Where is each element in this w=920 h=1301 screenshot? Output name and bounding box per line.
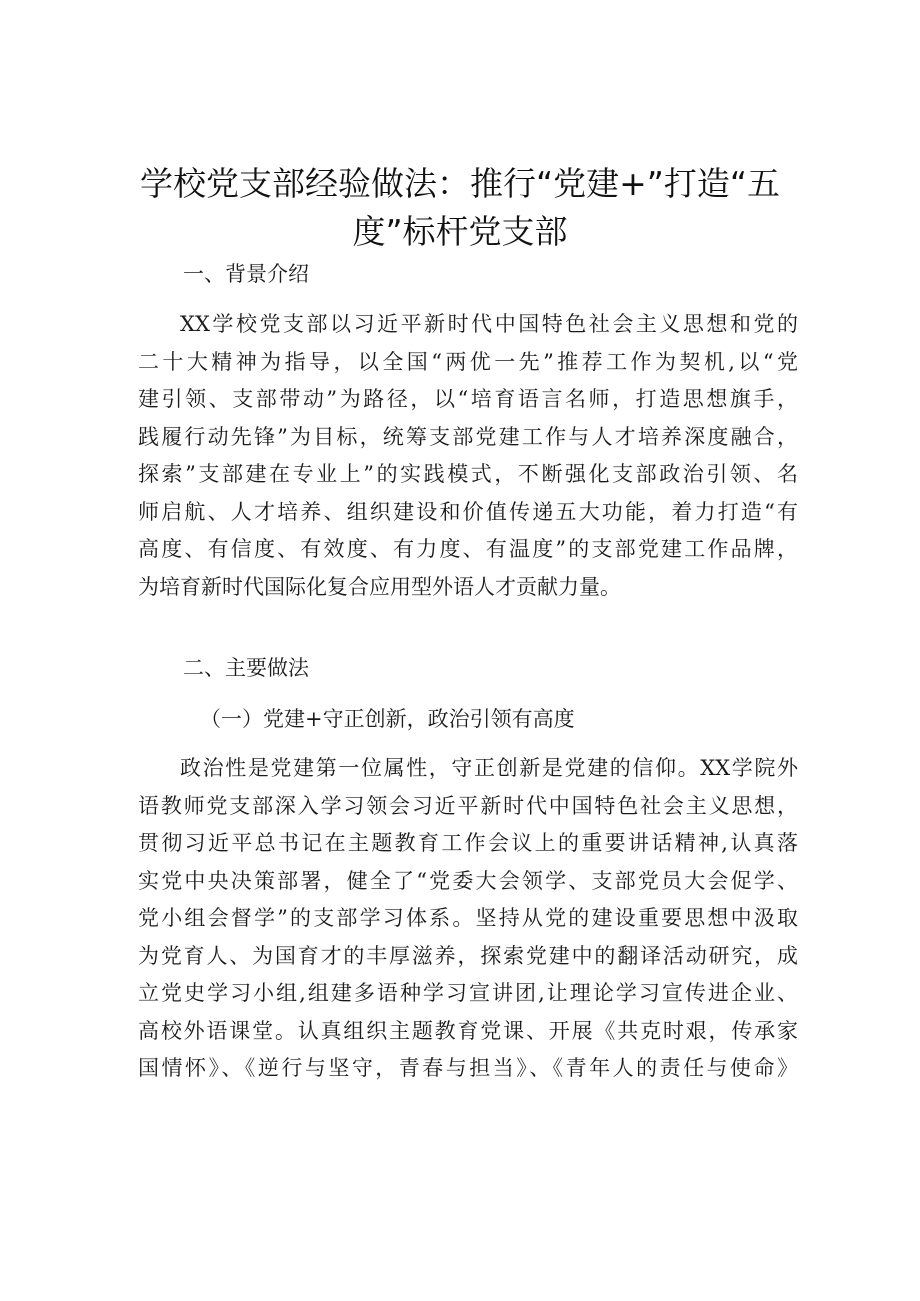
section-heading-main-practices: 二、主要做法 (183, 656, 309, 680)
paragraph-line: 政治性是党建第一位属性，守正创新是党建的信仰。XX学院外 (180, 756, 798, 780)
paragraph-line: 国情怀》、《逆行与坚守，青春与担当》、《青年人的责任与使命》 (138, 1056, 798, 1080)
title-line-2: 度”标杆党支部 (352, 212, 568, 251)
subsection-heading-political-leadership: （一）党建+守正创新，政治引领有高度 (200, 707, 575, 731)
paragraph-line: 高度、有信度、有效度、有力度、有温度”的支部党建工作品牌， (138, 537, 798, 561)
paragraph-line: 践履行动先锋”为目标，统筹支部党建工作与人才培养深度融合， (138, 424, 798, 449)
paragraph-line: 二十大精神为指导，以全国“两优一先”推荐工作为契机,以“党 (138, 349, 798, 374)
paragraph-line: 贯彻习近平总书记在主题教育工作会议上的重要讲话精神,认真落 (138, 831, 798, 855)
paragraph-line: 为党育人、为国育才的丰厚滋养，探索党建中的翻译活动研究，成 (138, 943, 798, 968)
paragraph-line: 立党史学习小组,组建多语种学习宣讲团,让理论学习宣传进企业、 (138, 981, 798, 1005)
paragraph-line: 为培育新时代国际化复合应用型外语人才贡献力量。 (138, 574, 621, 599)
paragraph-background (138, 306, 798, 606)
paragraph-line: 高校外语课堂。认真组织主题教育党课、开展《共克时艰，传承家 (138, 1018, 798, 1043)
paragraph-line: 实党中央决策部署，健全了“党委大会领学、支部党员大会促学、 (138, 868, 798, 893)
paragraph-line: 语教师党支部深入学习领会习近平新时代中国特色社会主义思想， (138, 793, 798, 818)
paragraph-line: 党小组会督学”的支部学习体系。坚持从党的建设重要思想中汲取 (138, 906, 798, 930)
paragraph-political-leadership (138, 750, 798, 1088)
paragraph-line: 师启航、人才培养、组织建设和价值传递五大功能，着力打造“有 (138, 499, 798, 524)
paragraph-line: XX学校党支部以习近平新时代中国特色社会主义思想和党的 (180, 312, 798, 336)
title-line-1: 学校党支部经验做法：推行“党建+”打造“五 (140, 164, 780, 203)
document-title (130, 160, 790, 256)
paragraph-line: 建引领、支部带动”为路径，以“培育语言名师，打造思想旗手， (138, 387, 798, 411)
section-heading-background: 一、背景介绍 (183, 262, 309, 286)
paragraph-line: 探索”支部建在专业上”的实践模式，不断强化支部政治引领、名 (138, 462, 798, 486)
